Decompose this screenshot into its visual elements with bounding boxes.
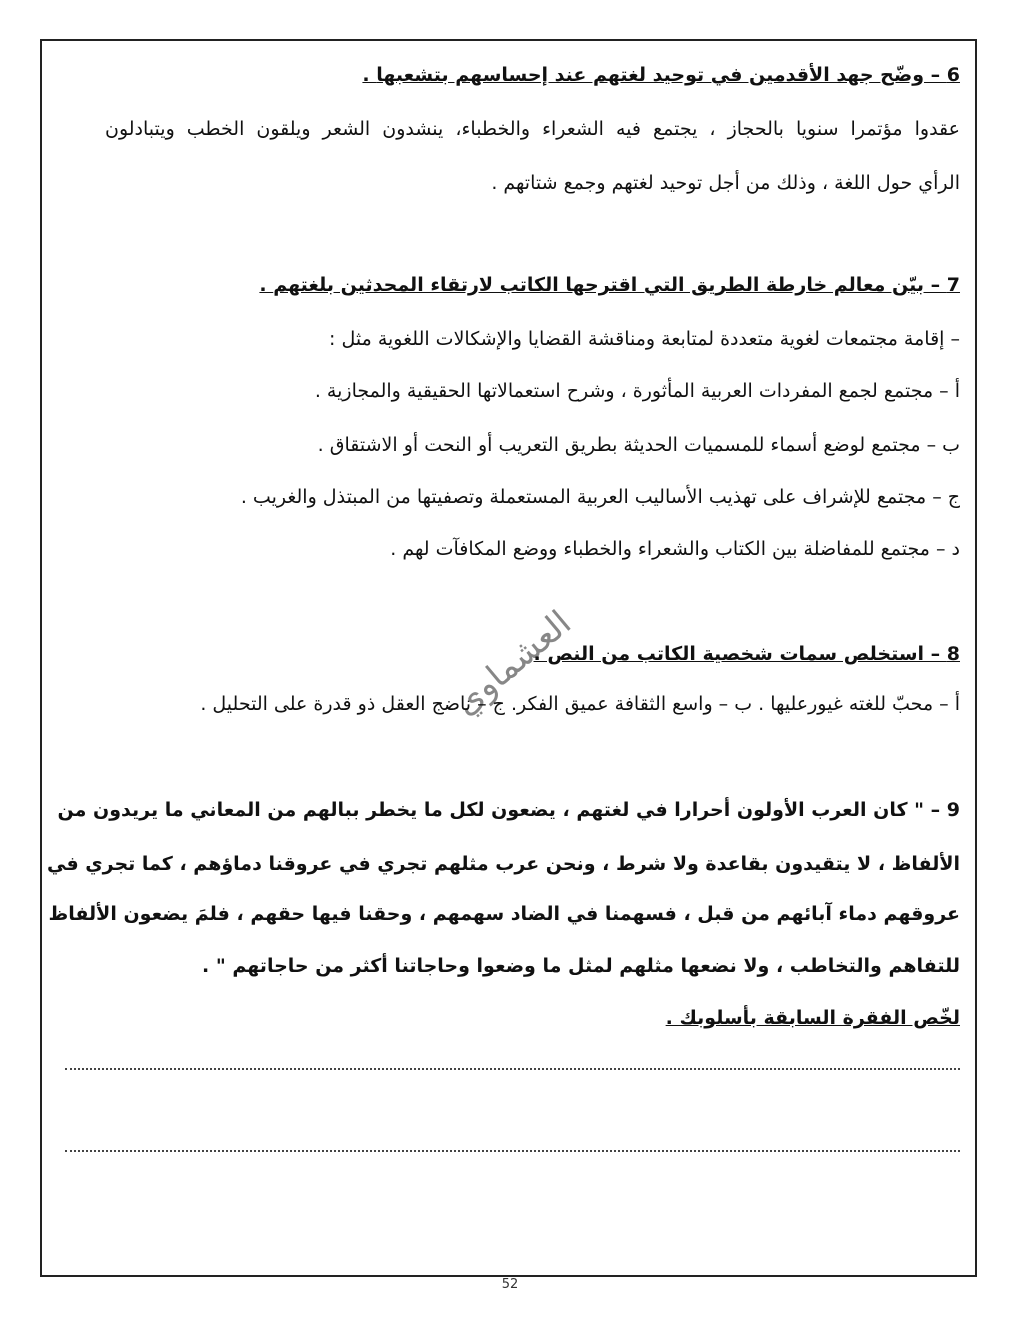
q8-answer: أ – محبّ للغته غيورعليها . ب – واسع الثقافة عميق الفكر. ج – ناضج العقل ذو قدرة على التحليل . (200, 693, 960, 715)
q7-title (259, 274, 960, 296)
q7-answer-intro: – إقامة مجتمعات لغوية متعددة لمتابعة ومناقشة القضايا والإشكالات اللغوية مثل : (329, 328, 960, 350)
q9-quote-line-2: الألفاظ ، لا يتقيدون بقاعدة ولا شرط ، ونحن عرب مثلهم تجري في عروقنا دماؤهم ، كما تجري في (46, 853, 960, 875)
q7-answer-item-b: ب – مجتمع لوضع أسماء للمسميات الحديثة بطريق التعريب أو النحت أو الاشتقاق . (317, 434, 960, 456)
q6-answer-line-1: عقدوا مؤتمرا سنويا بالحجاز ، يجتمع فيه الشعراء والخطباء، ينشدون الشعر ويلقون الخطب ويتبادلون (105, 118, 960, 140)
q9-quote-line-3: عروقهم دماء آبائهم من قبل ، فسهمنا في الضاد سهمهم ، وحقنا فيها حقهم ، فلمَ يضعون الألفاظ (48, 903, 960, 925)
q8-title: 8 – استخلص سمات شخصية الكاتب من النص . (533, 643, 960, 665)
q7-answer-item-c: ج – مجتمع للإشراف على تهذيب الأساليب العربية المستعملة وتصفيتها من المبتذل والغريب . (240, 486, 960, 508)
q7-answer-item-a: أ – مجتمع لجمع المفردات العربية المأثورة ، وشرح استعمالاتها الحقيقية والمجازية . (314, 380, 960, 402)
answer-dotted-line-1[interactable] (65, 1068, 960, 1070)
page-number: 52 (501, 1277, 519, 1292)
q7-title-text: 7 – بيّن معالم خارطة الطريق التي اقترحها الكاتب لارتقاء المحدثين بلغتهم (273, 274, 960, 296)
q9-quote-line-1: 9 – " كان العرب الأولون أحرارا في لغتهم ، يضعون لكل ما يخطر ببالهم من المعاني ما يريدون من (57, 799, 960, 821)
q6-title-text: 6 – وضّح جهد الأقدمين في توحيد لغتهم عند إحساسهم بتشعبها (376, 64, 960, 86)
answer-dotted-line-2[interactable] (65, 1150, 960, 1152)
q6-title-tail: . (362, 64, 377, 86)
q7-title-tail: . (259, 274, 274, 296)
q6-title (362, 64, 960, 86)
watermark-text: العشماوي (446, 602, 579, 724)
q6-answer-line-2: الرأي حول اللغة ، وذلك من أجل توحيد لغتهم وجمع شتاتهم . (491, 172, 960, 194)
q9-instruction: لخّص الفقرة السابقة بأسلوبك . (665, 1007, 960, 1029)
q9-quote-line-4: للتفاهم والتخاطب ، ولا نضعها مثلهم لمثل ما وضعوا وحاجاتنا أكثر من حاجاتهم " . (202, 955, 960, 977)
q7-answer-item-d: د – مجتمع للمفاضلة بين الكتاب والشعراء والخطباء ووضع المكافآت لهم . (390, 538, 960, 560)
